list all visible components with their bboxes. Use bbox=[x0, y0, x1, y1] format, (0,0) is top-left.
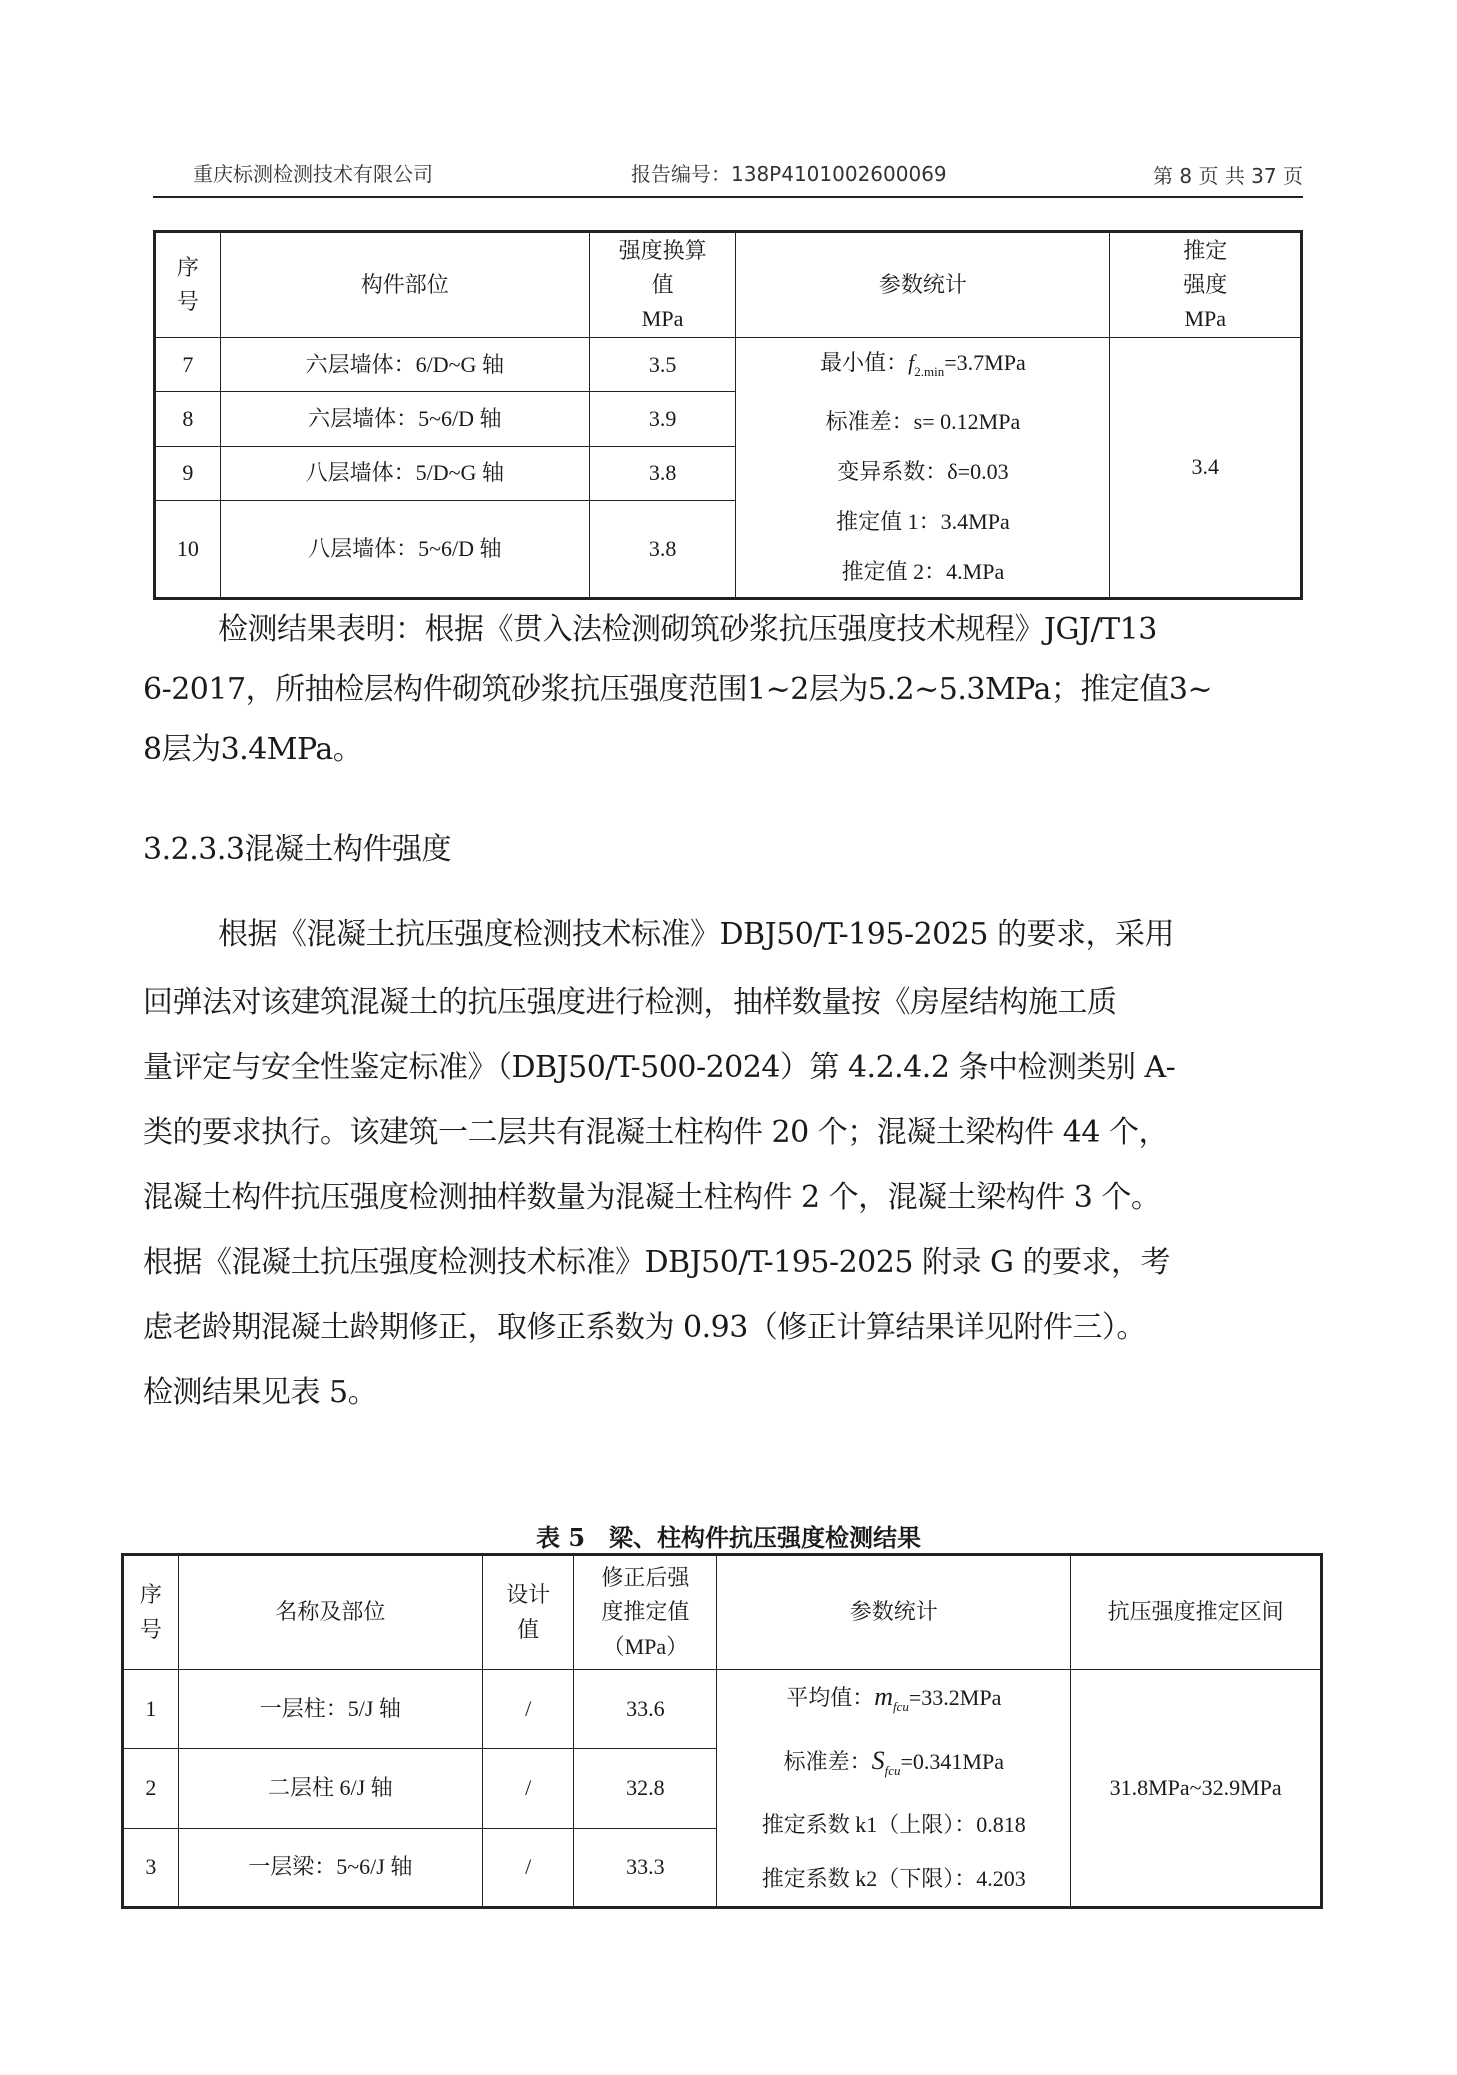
stat-min: 最小值：$f_{2.min}=3.7MPa$ bbox=[820, 350, 1026, 379]
stat-std: 标准差：$S_{fcu}=0.341MPa$ bbox=[783, 1746, 1004, 1778]
paragraph-mortar-result-cont: 6-2017，所抽检层构件砌筑砂浆抗压强度范围1~2层为5.2~5.3MPa；推定值3~ 8层为3.4MPa。 bbox=[143, 672, 1213, 767]
cell-seq: 2 bbox=[123, 1749, 179, 1828]
cell-stats bbox=[736, 338, 1110, 599]
cell-value: 3.9 bbox=[589, 392, 736, 446]
cell-name: 二层柱 6/J 轴 bbox=[178, 1749, 482, 1828]
cell-value: 3.8 bbox=[589, 446, 736, 500]
stat-cv: 变异系数：δ=0.03 bbox=[837, 459, 1009, 484]
cell-range: 31.8MPa~32.9MPa bbox=[1071, 1670, 1322, 1908]
col-stats: 参数统计 bbox=[717, 1555, 1071, 1670]
concrete-strength-table bbox=[121, 1553, 1323, 1909]
paragraph-concrete-cont: 回弹法对该建筑混凝土的抗压强度进行检测，抽样数量按《房屋结构施工质 量评定与安全性鉴定标准》（DBJ50/T-500-2024）第 4.2.4.2 条中检测类别 A- 类的要求执行。该建筑一二层共有混凝土柱构件 20 个；混凝土梁构件 44 个， 混凝土构件抗压强度检测抽样数量为混凝土柱构件 2 个，混凝土梁构件 3 个。 根据《混凝土抗压强度检测技术标准》DBJ50/T-195-2025 附录 G 的要求，考 虑老龄期混凝土龄期修正，取修正系数为 0.93（修正计算结果详见附件三）。 检测结果见表 5。 bbox=[143, 985, 1176, 1410]
cell-seq: 7 bbox=[155, 338, 221, 392]
cell-seq: 9 bbox=[155, 446, 221, 500]
cell-seq: 8 bbox=[155, 392, 221, 446]
table-row bbox=[155, 338, 1302, 392]
table-header-row bbox=[123, 1555, 1322, 1670]
cell-design: / bbox=[482, 1749, 574, 1828]
cell-location: 八层墙体：5~6/D 轴 bbox=[220, 501, 589, 599]
mortar-strength-table bbox=[153, 230, 1303, 600]
col-seq: 序 号 bbox=[155, 232, 221, 338]
cell-seq: 10 bbox=[155, 501, 221, 599]
col-name: 名称及部位 bbox=[178, 1555, 482, 1670]
cell-seq: 3 bbox=[123, 1828, 179, 1907]
paragraph-concrete: 根据《混凝土抗压强度检测技术标准》DBJ50/T-195-2025 的要求，采用 bbox=[218, 917, 1174, 952]
stat-k2: 推定系数 k2（下限）：4.203 bbox=[761, 1866, 1026, 1891]
cell-name: 一层柱：5/J 轴 bbox=[178, 1670, 482, 1749]
paragraph-mortar-result: 检测结果表明：根据《贯入法检测砌筑砂浆抗压强度技术规程》JGJ/T13 bbox=[218, 612, 1157, 647]
col-design: 设计 值 bbox=[482, 1555, 574, 1670]
cell-name: 一层梁：5~6/J 轴 bbox=[178, 1828, 482, 1907]
col-estimate: 推定 强度 MPa bbox=[1110, 232, 1302, 338]
report-number: 报告编号：138P4101002600069 bbox=[631, 162, 947, 186]
cell-value: 33.3 bbox=[574, 1828, 717, 1907]
cell-value: 32.8 bbox=[574, 1749, 717, 1828]
cell-value: 3.8 bbox=[589, 501, 736, 599]
cell-seq: 1 bbox=[123, 1670, 179, 1749]
header-rule bbox=[153, 196, 1303, 198]
section-heading: 3.2.3.3混凝土构件强度 bbox=[143, 832, 451, 867]
cell-design: / bbox=[482, 1828, 574, 1907]
cell-estimated-strength: 3.4 bbox=[1110, 338, 1302, 599]
stat-std: 标准差：s= 0.12MPa bbox=[825, 409, 1021, 434]
col-seq: 序 号 bbox=[123, 1555, 179, 1670]
cell-value: 33.6 bbox=[574, 1670, 717, 1749]
col-location: 构件部位 bbox=[220, 232, 589, 338]
col-range: 抗压强度推定区间 bbox=[1071, 1555, 1322, 1670]
page-header bbox=[153, 158, 1303, 198]
company-name: 重庆标测检测技术有限公司 bbox=[193, 162, 433, 186]
col-corrected: 修正后强 度推定值 （MPa） bbox=[574, 1555, 717, 1670]
stat-est2: 推定值 2：4.MPa bbox=[841, 559, 1005, 584]
col-value: 强度换算 值 MPa bbox=[589, 232, 736, 338]
cell-stats bbox=[717, 1670, 1071, 1908]
table-row bbox=[123, 1670, 1322, 1749]
col-stats: 参数统计 bbox=[736, 232, 1110, 338]
stat-est1: 推定值 1：3.4MPa bbox=[836, 509, 1010, 534]
stat-mean: 平均值：$m_{fcu}=33.2MPa$ bbox=[786, 1682, 1002, 1714]
cell-location: 六层墙体：6/D~G 轴 bbox=[220, 338, 589, 392]
table-header-row bbox=[155, 232, 1302, 338]
stat-k1: 推定系数 k1（上限）：0.818 bbox=[761, 1812, 1026, 1837]
cell-location: 八层墙体：5/D~G 轴 bbox=[220, 446, 589, 500]
cell-design: / bbox=[482, 1670, 574, 1749]
table5-caption: 表 5 梁、柱构件抗压强度检测结果 bbox=[535, 1523, 922, 1552]
cell-value: 3.5 bbox=[589, 338, 736, 392]
page-info: 第 8 页 共 37 页 bbox=[1153, 164, 1303, 188]
cell-location: 六层墙体：5~6/D 轴 bbox=[220, 392, 589, 446]
